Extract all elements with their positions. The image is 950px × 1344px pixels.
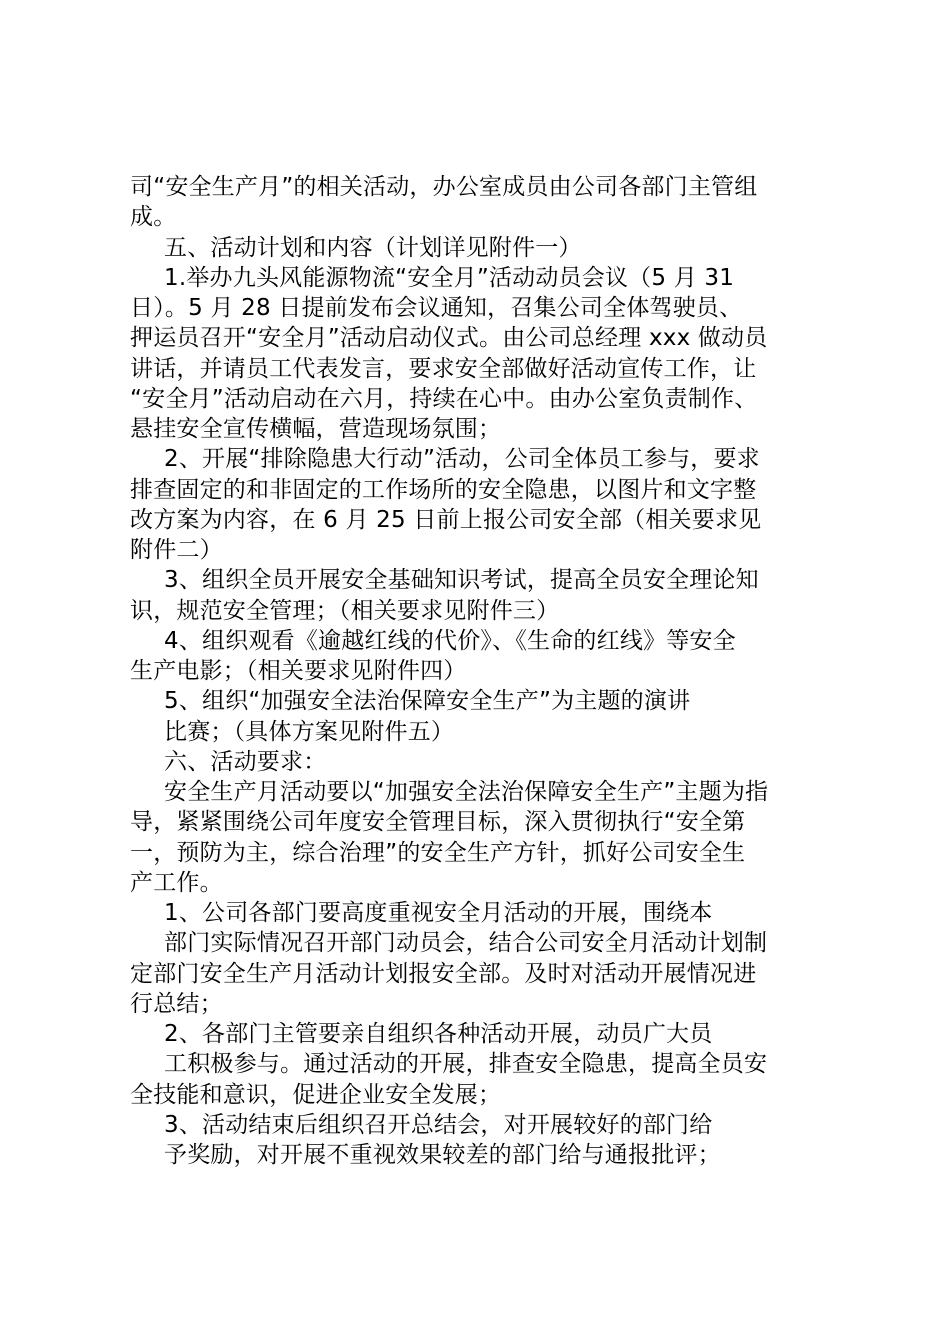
- section-heading: 六、活动要求：: [164, 748, 327, 775]
- text-line: 予奖励，对开展不重视效果较差的部门给与通报批评；: [164, 1142, 721, 1168]
- text-line: 1.举办九头风能源物流“安全月”活动动员会议（5 月 31: [164, 264, 735, 291]
- text-line: 2、开展“排除隐患大行动”活动，公司全体员工参与，要求: [164, 446, 760, 473]
- text-line: 一，预防为主，综合治理”的安全生产方针，抓好公司安全生: [130, 839, 746, 866]
- text-line: 安全生产月活动要以“加强安全法治保障安全生产”主题为指: [164, 779, 769, 805]
- text-line: 识，规范安全管理；（相关要求见附件三）: [130, 597, 560, 624]
- text-line: 附件二）: [130, 537, 223, 563]
- section-heading: 五、活动计划和内容（计划详见附件一）: [164, 234, 582, 261]
- text-line: 成。: [130, 204, 177, 231]
- text-line: 导，紧紧围绕公司年度安全管理目标，深入贯彻执行“安全第: [130, 809, 746, 836]
- text-line: 5、组织“加强安全法治保障安全生产”为主题的演讲: [164, 688, 691, 715]
- text-line: 悬挂安全宣传横幅，营造现场氛围；: [130, 416, 502, 442]
- text-line: 司“安全生产月”的相关活动，办公室成员由公司各部门主管组: [130, 174, 758, 200]
- text-line: 定部门安全生产月活动计划报安全部。及时对活动开展情况进: [130, 960, 757, 987]
- document-body: [130, 172, 830, 1170]
- text-line: 1、公司各部门要高度重视安全月活动的开展，围绕本: [164, 900, 713, 926]
- text-line: 日）。5 月 28 日提前发布会议通知，召集公司全体驾驶员、: [130, 295, 743, 321]
- text-line: 生产电影；（相关要求见附件四）: [130, 658, 467, 684]
- text-line: 4、组织观看《逾越红线的代价》、《生命的红线》等安全: [164, 627, 736, 654]
- text-line: 3、组织全员开展安全基础知识考试，提高全员安全理论知: [164, 567, 759, 594]
- text-line: 行总结；: [130, 990, 223, 1017]
- text-line: 全技能和意识，促进企业安全发展；: [130, 1081, 502, 1108]
- text-line: 部门实际情况召开部门动员会，结合公司安全月活动计划制: [164, 930, 768, 957]
- text-line: 押运员召开“安全月”活动启动仪式。由公司总经理 xxx 做动员: [130, 325, 768, 352]
- text-line: 讲话，并请员工代表发言，要求安全部做好活动宣传工作，让: [130, 355, 757, 382]
- text-line: 2、各部门主管要亲自组织各种活动开展，动员广大员: [164, 1021, 713, 1047]
- text-line: 比赛；（具体方案见附件五）: [164, 718, 455, 745]
- text-line: 工积极参与。通过活动的开展，排查安全隐患，提高全员安: [164, 1051, 768, 1078]
- text-line: 3、活动结束后组织召开总结会，对开展较好的部门给: [164, 1111, 713, 1138]
- text-line: 改方案为内容，在 6 月 25 日前上报公司安全部（相关要求见: [130, 506, 762, 533]
- text-line: “安全月”活动启动在六月，持续在心中。由办公室负责制作、: [130, 385, 758, 412]
- text-line: 排查固定的和非固定的工作场所的安全隐患，以图片和文字整: [130, 476, 757, 503]
- text-line: 产工作。: [130, 869, 223, 896]
